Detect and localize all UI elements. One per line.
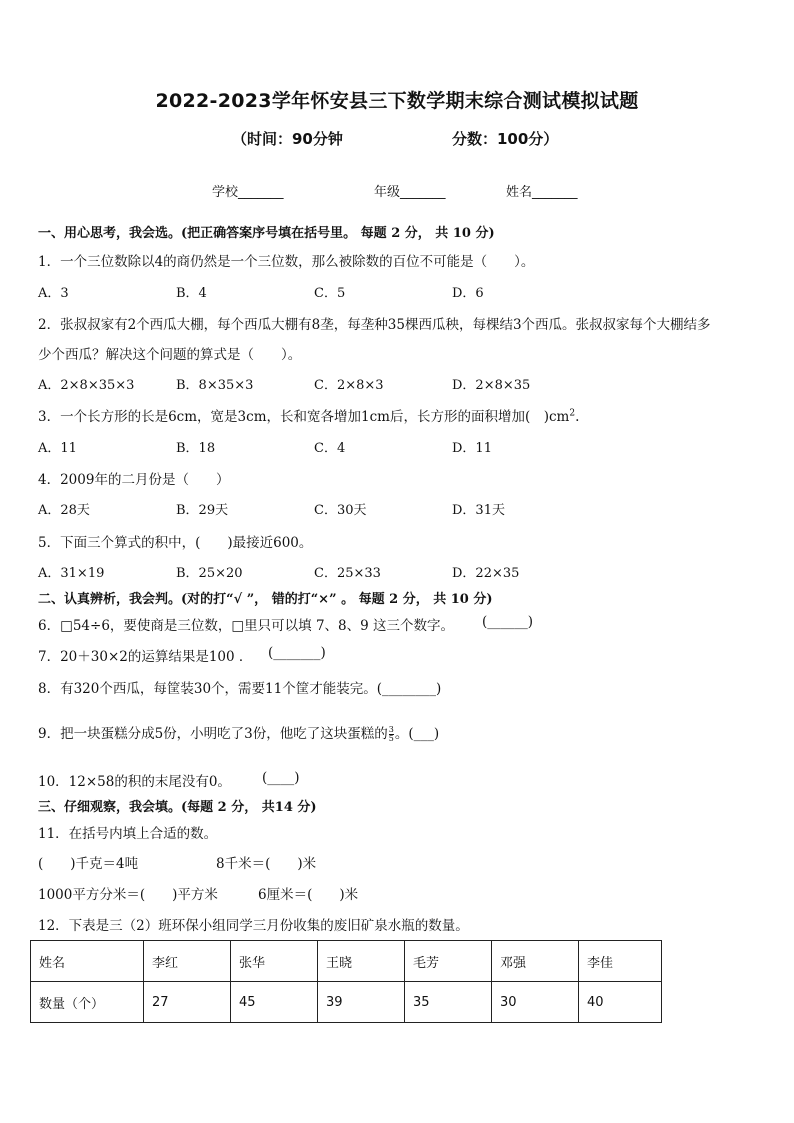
question-8: 8．有320个西瓜，每筐装30个，需要11个筐才能装完。(________) bbox=[38, 681, 442, 697]
table-row bbox=[31, 982, 662, 1023]
table-cell: 王晓 bbox=[318, 941, 405, 982]
table-cell: 李佳 bbox=[579, 941, 662, 982]
table-cell: 30 bbox=[492, 982, 579, 1023]
fraction-denominator: 5 bbox=[388, 734, 394, 743]
q5-option-b: B．25×20 bbox=[176, 566, 243, 581]
q3-option-c: C．4 bbox=[314, 441, 346, 456]
table-cell: 李红 bbox=[144, 941, 231, 982]
question-3-text: 3．一个长方形的长是6cm，宽是3cm，长和宽各增加1cm后，长方形的面积增加( )cm bbox=[38, 409, 570, 425]
question-11-a: ( )千克＝4吨 bbox=[38, 856, 139, 872]
question-7: 7．20＋30×2的运算结果是100 ． bbox=[38, 649, 253, 665]
section-3-heading: 三、仔细观察，我会填。(每题 2 分， 共14 分) bbox=[38, 800, 317, 815]
section-2-heading: 二、认真辨析，我会判。(对的打“√ ”， 错的打“×” 。 每题 2 分， 共 10 分) bbox=[38, 592, 493, 607]
question-4: 4．2009年的二月份是（ ） bbox=[38, 472, 230, 488]
q4-option-a: A．28天 bbox=[38, 503, 90, 518]
q4-option-d: D．31天 bbox=[452, 503, 505, 518]
table-cell: 39 bbox=[318, 982, 405, 1023]
question-7-blank: (_______) bbox=[268, 645, 326, 661]
q1-option-a: A．3 bbox=[38, 286, 69, 301]
question-6-blank: (______) bbox=[482, 614, 534, 630]
table-cell: 40 bbox=[579, 982, 662, 1023]
question-10: 10．12×58的积的末尾没有0。 bbox=[38, 774, 231, 790]
q5-option-a: A．31×19 bbox=[38, 566, 105, 581]
question-12: 12．下表是三（2）班环保小组同学三月份收集的废旧矿泉水瓶的数量。 bbox=[38, 918, 469, 934]
q1-option-d: D．6 bbox=[452, 286, 484, 301]
fraction-numerator: 3 bbox=[388, 725, 394, 734]
table-cell: 27 bbox=[144, 982, 231, 1023]
question-11-c: 1000平方分米＝( )平方米 bbox=[38, 887, 218, 903]
q1-option-b: B．4 bbox=[176, 286, 207, 301]
question-1: 1．一个三位数除以4的商仍然是一个三位数，那么被除数的百位不可能是（ ）。 bbox=[38, 254, 535, 270]
question-3 bbox=[38, 405, 579, 425]
question-9-end: 。(___) bbox=[394, 726, 440, 742]
question-5: 5．下面三个算式的积中，( )最接近600。 bbox=[38, 535, 313, 551]
question-3-end: . bbox=[575, 409, 580, 425]
q3-option-d: D．11 bbox=[452, 441, 492, 456]
question-2-line-1: 2．张叔叔家有2个西瓜大棚，每个西瓜大棚有8垄，每垄种35棵西瓜秧，每棵结3个西瓜。张叔叔家每个大棚结多 bbox=[38, 317, 711, 333]
page-title: 2022-2023学年怀安县三下数学期末综合测试模拟试题 bbox=[155, 90, 639, 112]
q2-option-c: C．2×8×3 bbox=[314, 378, 384, 393]
question-10-blank: (____) bbox=[262, 770, 300, 786]
question-11: 11．在括号内填上合适的数。 bbox=[38, 826, 218, 842]
table-cell: 姓名 bbox=[31, 941, 144, 982]
table-cell: 毛芳 bbox=[405, 941, 492, 982]
question-3-exponent: 2 bbox=[569, 408, 576, 419]
q3-option-b: B．18 bbox=[176, 441, 216, 456]
q2-option-b: B．8×35×3 bbox=[176, 378, 254, 393]
table-cell: 45 bbox=[231, 982, 318, 1023]
fraction bbox=[389, 726, 394, 743]
q2-option-a: A．2×8×35×3 bbox=[38, 378, 135, 393]
section-1-heading: 一、用心思考，我会选。(把正确答案序号填在括号里。 每题 2 分， 共 10 分) bbox=[38, 226, 495, 241]
grade-field: 年级_______ bbox=[374, 185, 446, 200]
exam-score: 分数：100分） bbox=[452, 130, 559, 148]
table-cell: 35 bbox=[405, 982, 492, 1023]
question-9-text: 9．把一块蛋糕分成5份，小明吃了3份，他吃了这块蛋糕的 bbox=[38, 726, 388, 742]
bottle-count-table bbox=[30, 940, 662, 1023]
table-cell: 数量（个） bbox=[31, 982, 144, 1023]
table-cell: 张华 bbox=[231, 941, 318, 982]
exam-time: （时间：90分钟 bbox=[232, 130, 343, 148]
q2-option-d: D．2×8×35 bbox=[452, 378, 531, 393]
name-field: 姓名_______ bbox=[506, 185, 578, 200]
q4-option-b: B．29天 bbox=[176, 503, 229, 518]
question-6: 6．□54÷6，要使商是三位数，□里只可以填 7、8、9 这三个数字。 bbox=[38, 618, 455, 634]
question-2-line-2: 少个西瓜？解决这个问题的算式是（ ）。 bbox=[38, 347, 302, 363]
q5-option-c: C．25×33 bbox=[314, 566, 381, 581]
table-cell: 邓强 bbox=[492, 941, 579, 982]
q4-option-c: C．30天 bbox=[314, 503, 367, 518]
school-field: 学校_______ bbox=[212, 185, 284, 200]
table-header-row bbox=[31, 941, 662, 982]
q1-option-c: C．5 bbox=[314, 286, 346, 301]
question-9 bbox=[38, 722, 439, 743]
q5-option-d: D．22×35 bbox=[452, 566, 520, 581]
q3-option-a: A．11 bbox=[38, 441, 77, 456]
question-11-d: 6厘米＝( )米 bbox=[258, 887, 359, 903]
question-11-b: 8千米＝( )米 bbox=[216, 856, 317, 872]
